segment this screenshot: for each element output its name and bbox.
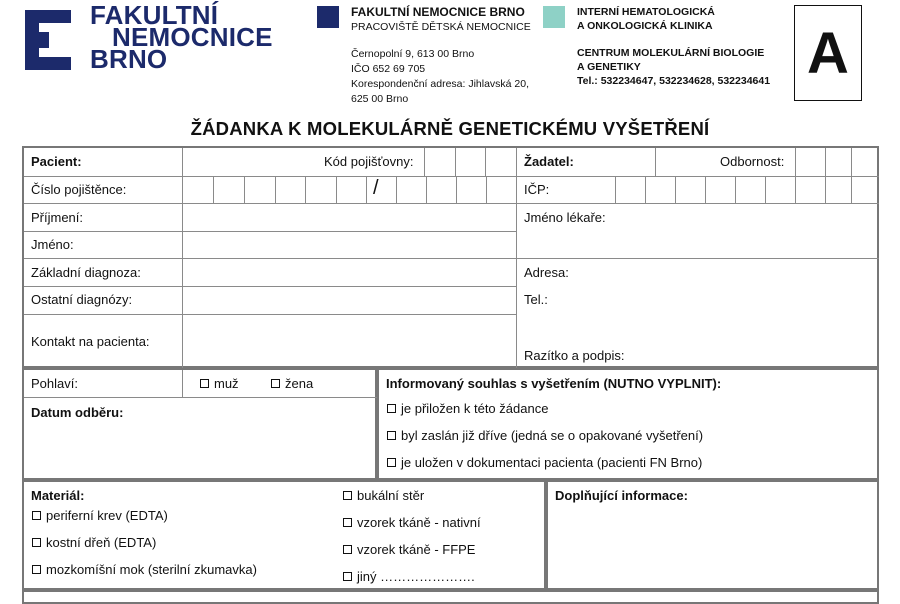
hospital-corr-address-1: Korespondenční adresa: Jihlavská 20, bbox=[351, 78, 530, 90]
clinic-line-2: A ONKOLOGICKÁ KLINIKA bbox=[577, 20, 713, 32]
consent-heading: Informovaný souhlas s vyšetřením (NUTNO VYPLNIT): bbox=[386, 376, 722, 391]
material-heading: Materiál: bbox=[31, 488, 85, 503]
hospital-name: FAKULTNÍ NEMOCNICE BRNO bbox=[351, 5, 525, 19]
female-checkbox[interactable] bbox=[271, 379, 280, 388]
consent-records-checkbox[interactable] bbox=[387, 458, 396, 467]
patient-heading: Pacient: bbox=[31, 154, 82, 169]
consent-sent-checkbox[interactable] bbox=[387, 431, 396, 440]
male-checkbox[interactable] bbox=[200, 379, 209, 388]
peripheral-blood-checkbox[interactable] bbox=[32, 511, 41, 520]
material-option-tissue-ffpe[interactable]: vzorek tkáně - FFPE bbox=[343, 542, 475, 557]
other-diagnoses-label: Ostatní diagnózy: bbox=[31, 292, 133, 307]
patient-contact-label: Kontakt na pacienta: bbox=[31, 334, 150, 349]
hospital-logo-text: FAKULTNÍ NEMOCNICE BRNO bbox=[90, 0, 273, 74]
insured-number-label: Číslo pojištěnce: bbox=[31, 182, 127, 197]
insurer-code-label: Kód pojišťovny: bbox=[324, 154, 414, 169]
hospital-ico: IČO 652 69 705 bbox=[351, 63, 426, 75]
sex-male-option[interactable]: muž bbox=[200, 376, 239, 391]
center-line-1: CENTRUM MOLEKULÁRNÍ BIOLOGIE bbox=[577, 47, 765, 59]
teal-square-marker bbox=[543, 6, 565, 28]
navy-square-marker bbox=[317, 6, 339, 28]
patient-requester-block bbox=[22, 146, 879, 368]
requester-heading: Žadatel: bbox=[524, 154, 574, 169]
additional-info-block bbox=[546, 480, 879, 590]
consent-block bbox=[377, 368, 879, 480]
first-name-label: Jméno: bbox=[31, 237, 74, 252]
center-line-2: A GENETIKY bbox=[577, 61, 641, 73]
consent-option-attached[interactable]: je přiložen k této žádance bbox=[387, 401, 548, 416]
sex-date-block bbox=[22, 368, 377, 480]
tissue-ffpe-checkbox[interactable] bbox=[343, 545, 352, 554]
doctor-name-label: Jméno lékaře: bbox=[524, 210, 606, 225]
other-material-checkbox[interactable] bbox=[343, 572, 352, 581]
csf-checkbox[interactable] bbox=[32, 565, 41, 574]
requester-phone-label: Tel.: bbox=[524, 292, 548, 307]
sex-female-option[interactable]: žena bbox=[271, 376, 313, 391]
hospital-corr-address-2: 625 00 Brno bbox=[351, 93, 409, 105]
main-diagnosis-label: Základní diagnoza: bbox=[31, 265, 141, 280]
additional-info-label: Doplňující informace: bbox=[555, 488, 688, 503]
material-option-other[interactable]: jiný …………………. bbox=[343, 569, 475, 584]
material-option-tissue-native[interactable]: vzorek tkáně - nativní bbox=[343, 515, 481, 530]
specialty-label: Odbornost: bbox=[720, 154, 785, 169]
bone-marrow-checkbox[interactable] bbox=[32, 538, 41, 547]
material-option-bone-marrow[interactable]: kostní dřeň (EDTA) bbox=[32, 535, 156, 550]
hospital-subname: PRACOVIŠTĚ DĚTSKÁ NEMOCNICE bbox=[351, 21, 531, 33]
material-option-buccal-swab[interactable]: bukální stěr bbox=[343, 488, 424, 503]
clinic-info bbox=[577, 5, 787, 88]
insured-number-slash: / bbox=[373, 177, 379, 199]
material-option-csf[interactable]: mozkomíšní mok (sterilní zkumavka) bbox=[32, 562, 257, 577]
requester-address-label: Adresa: bbox=[524, 265, 569, 280]
consent-option-in-records[interactable]: je uložen v dokumentaci pacienta (pacienti FN Brno) bbox=[387, 455, 702, 470]
icp-label: IČP: bbox=[524, 182, 550, 197]
consent-attached-checkbox[interactable] bbox=[387, 404, 396, 413]
stamp-signature-label: Razítko a podpis: bbox=[524, 348, 625, 363]
surname-label: Příjmení: bbox=[31, 210, 84, 225]
hospital-info bbox=[351, 5, 541, 107]
form-title: ŽÁDANKA K MOLEKULÁRNĚ GENETICKÉMU VYŠETŘENÍ bbox=[190, 118, 710, 139]
sex-label: Pohlaví: bbox=[31, 376, 78, 391]
collection-date-label: Datum odběru: bbox=[31, 405, 124, 420]
clinic-phone: Tel.: 532234647, 532234628, 532234641 bbox=[577, 75, 771, 87]
hospital-logo-mark bbox=[25, 10, 71, 70]
consent-option-sent-earlier[interactable]: byl zaslán již dříve (jedná se o opakované vyšetření) bbox=[387, 428, 703, 443]
material-block bbox=[22, 480, 546, 590]
buccal-swab-checkbox[interactable] bbox=[343, 491, 352, 500]
clinic-line-1: INTERNÍ HEMATOLOGICKÁ bbox=[577, 6, 715, 18]
hospital-address: Černopolní 9, 613 00 Brno bbox=[351, 48, 475, 60]
tissue-native-checkbox[interactable] bbox=[343, 518, 352, 527]
material-option-peripheral-blood[interactable]: periferní krev (EDTA) bbox=[32, 508, 168, 523]
next-section-cutoff bbox=[22, 590, 879, 604]
form-letter-box: A bbox=[794, 5, 862, 101]
